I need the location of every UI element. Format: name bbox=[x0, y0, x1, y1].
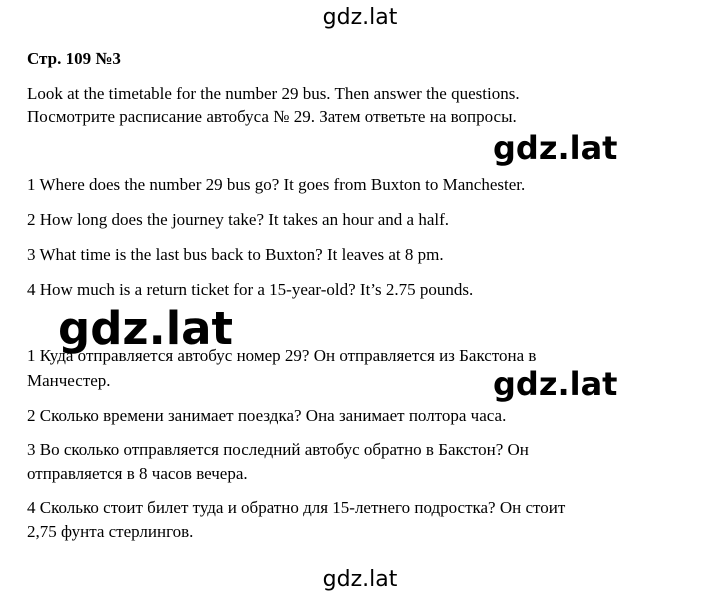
watermark-footer: gdz.lat bbox=[322, 567, 398, 592]
page-title: Стр. 109 №3 bbox=[27, 49, 121, 68]
answer-ru-4-line-1: 4 Сколько стоит билет туда и обратно для 15-летнего подростка? Он стоит bbox=[27, 498, 566, 517]
answer-en-4: 4 How much is a return ticket for a 15-year-old? It’s 2.75 pounds. bbox=[27, 280, 474, 299]
watermark-overlay: gdz.lat bbox=[493, 129, 618, 167]
answer-en-1: 1 Where does the number 29 bus go? It goes from Buxton to Manchester. bbox=[27, 175, 526, 194]
watermark-overlay: gdz.lat bbox=[58, 302, 234, 355]
answer-ru-3-line-2: отправляется в 8 часов вечера. bbox=[27, 464, 248, 483]
answer-ru-1-line-1: 1 Куда отправляется автобус номер 29? Он отправляется из Бакстона в bbox=[27, 346, 537, 365]
answer-ru-2-line-1: 2 Сколько времени занимает поездка? Она занимает полтора часа. bbox=[27, 406, 507, 425]
instruction-english: Look at the timetable for the number 29 bus. Then answer the questions. bbox=[27, 84, 520, 103]
answer-ru-1-line-2: Манчестер. bbox=[27, 371, 111, 390]
watermark-header: gdz.lat bbox=[322, 5, 398, 30]
answer-en-3: 3 What time is the last bus back to Buxton? It leaves at 8 pm. bbox=[27, 245, 444, 264]
watermark-overlay: gdz.lat bbox=[493, 365, 618, 403]
answer-ru-3-line-1: 3 Во сколько отправляется последний автобус обратно в Бакстон? Он bbox=[27, 440, 529, 459]
instruction-russian: Посмотрите расписание автобуса № 29. Затем ответьте на вопросы. bbox=[27, 107, 517, 126]
answer-en-2: 2 How long does the journey take? It takes an hour and a half. bbox=[27, 210, 450, 229]
answer-ru-4-line-2: 2,75 фунта стерлингов. bbox=[27, 522, 194, 541]
